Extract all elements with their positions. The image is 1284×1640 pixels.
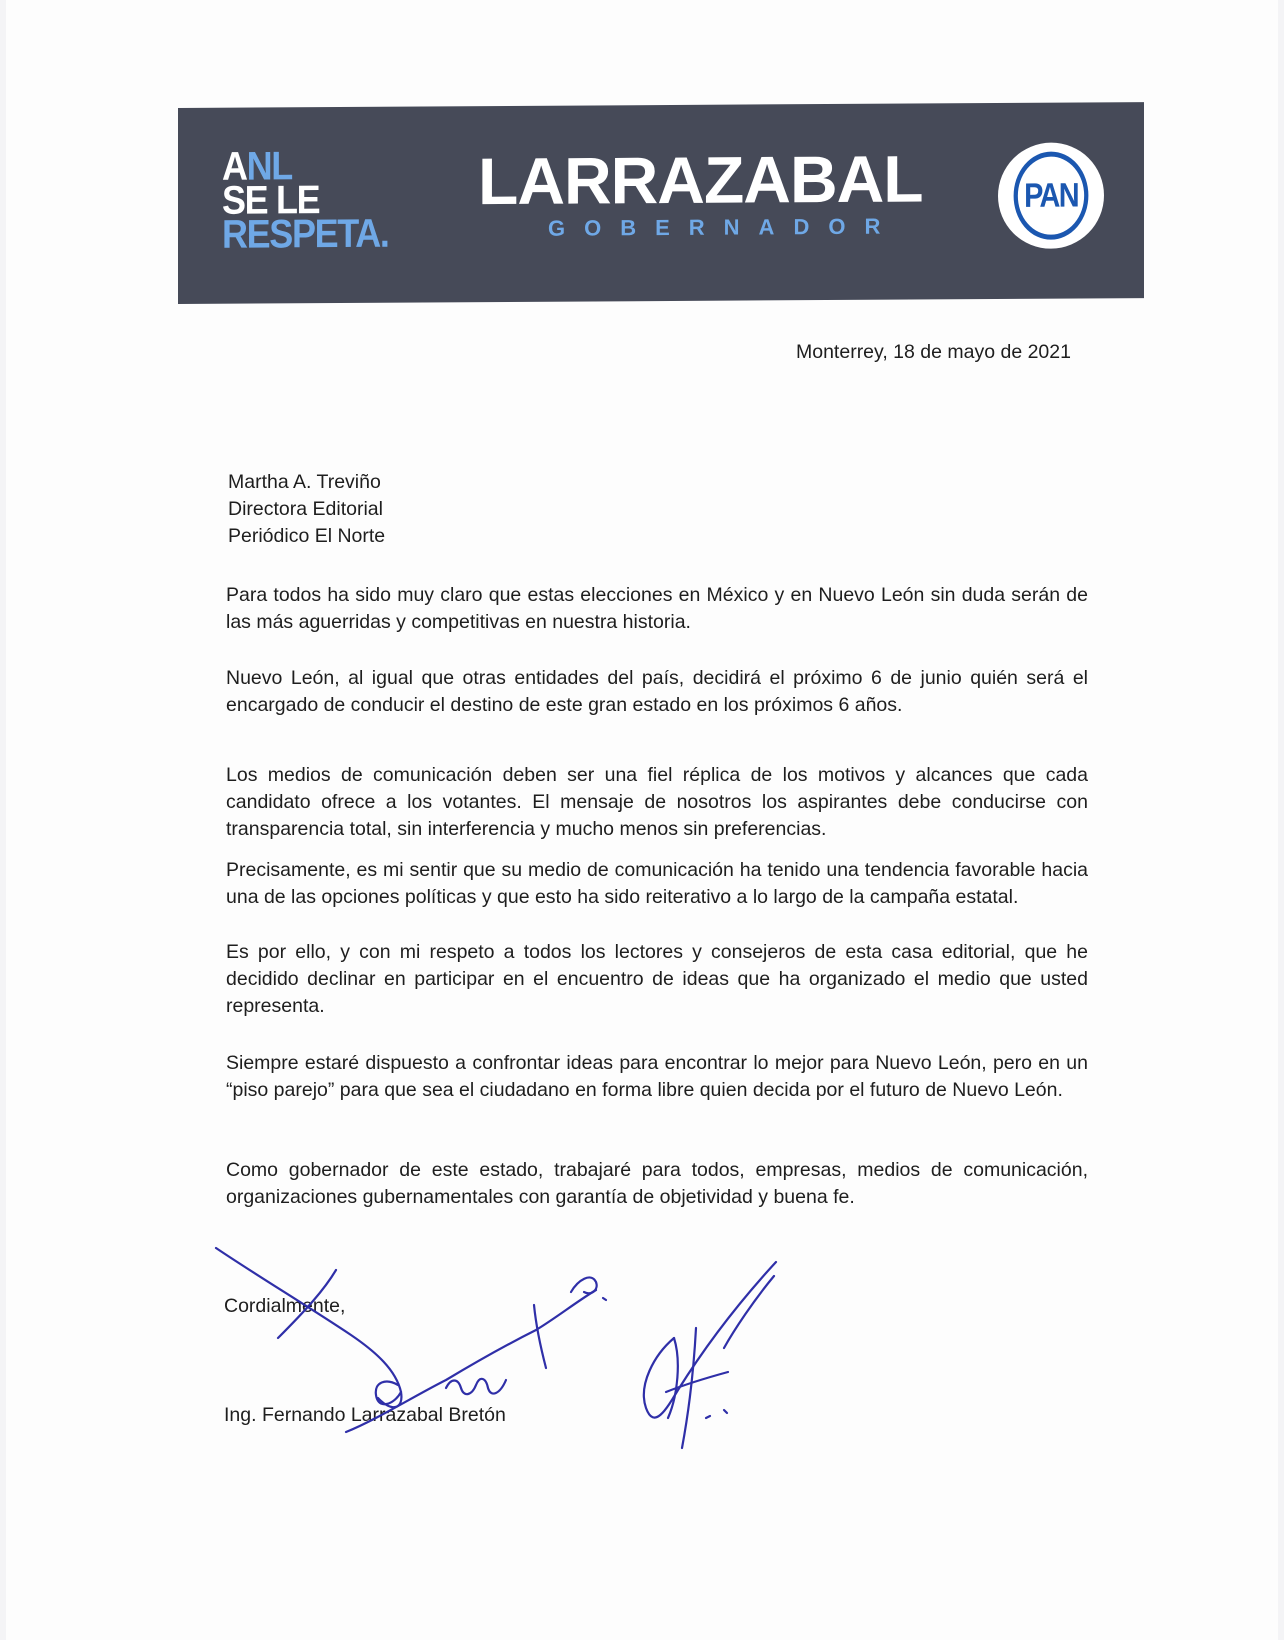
signature-stroke-letters bbox=[446, 1379, 506, 1394]
slogan-word-a: A bbox=[222, 144, 247, 189]
paragraph-4: Precisamente, es mi sentir que su medio de comunicación ha tenido una tendencia favorable hacia una de las opciones políticas y que esto ha sido reiterativo a lo largo de la campaña estatal. bbox=[226, 859, 1088, 908]
paragraph-6: Siempre estaré dispuesto a confrontar ideas para encontrar lo mejor para Nuevo León, pero en un “piso parejo” para que sea el ciudadano en forma libre quien decida por el futuro de Nuevo León. bbox=[226, 1052, 1088, 1101]
recipient-organization: Periódico El Norte bbox=[228, 525, 386, 547]
letter-date: Monterrey, 18 de mayo de 2021 bbox=[796, 341, 1071, 363]
letter-page bbox=[6, 0, 1278, 1640]
paragraph-3: Los medios de comunicación deben ser una fiel réplica de los motivos y alcances que cada candidato ofrece a los votantes. El mensaje de nosotros los aspirantes debe conducirse con transparencia total, sin interferencia y mucho menos sin preferencias. bbox=[226, 764, 1088, 840]
recipient-name: Martha A. Treviño bbox=[228, 471, 381, 493]
signer-name: Ing. Fernando Larrazabal Bretón bbox=[224, 1404, 506, 1426]
initials-stroke-flick bbox=[724, 1276, 774, 1348]
signature-stroke-loop bbox=[376, 1382, 401, 1405]
paragraph-5: Es por ello, y con mi respeto a todos los lectores y consejeros de esta casa editorial, que he decidido declinar en participar en el encuentro de ideas que ha organizado el medio que usted representa. bbox=[226, 941, 1088, 1017]
initials-stroke-main bbox=[644, 1262, 776, 1418]
slogan-word-nl: NL bbox=[246, 144, 292, 189]
paragraph-7: Como gobernador de este estado, trabajaré para todos, empresas, medios de comunicación, organizaciones gubernamentales con garantía de objetividad y buena fe. bbox=[226, 1159, 1088, 1208]
candidate-name: LARRAZABAL bbox=[478, 141, 923, 219]
candidate-title: GOBERNADOR bbox=[548, 213, 900, 241]
campaign-slogan bbox=[222, 144, 389, 257]
signature-stroke-t bbox=[534, 1305, 546, 1368]
initials-stroke-bar bbox=[666, 1372, 728, 1392]
initials-stroke-dot bbox=[706, 1410, 727, 1418]
paragraph-1: Para todos ha sido muy claro que estas elecciones en México y en Nuevo León sin duda serán de las más aguerridas y competitivas en nuestra historia. bbox=[226, 584, 1088, 633]
pan-logo-icon bbox=[998, 142, 1104, 249]
header-banner bbox=[178, 102, 1144, 304]
initials-stroke-vertical bbox=[682, 1328, 696, 1448]
pan-logo-text: PAN bbox=[1014, 151, 1089, 239]
candidate-block bbox=[478, 141, 923, 243]
paragraph-2: Nuevo León, al igual que otras entidades del país, decidirá el próximo 6 de junio quién será el encargado de conducir el destino de este gran estado en los próximos 6 años. bbox=[226, 667, 1088, 716]
signature-stroke-dot bbox=[603, 1298, 606, 1300]
recipient-position: Directora Editorial bbox=[228, 498, 383, 520]
initials-stroke-loop bbox=[668, 1338, 678, 1418]
signature-stroke-diagonal bbox=[216, 1248, 401, 1407]
slogan-line-3: RESPETA. bbox=[222, 211, 389, 257]
recipient-block bbox=[228, 469, 385, 550]
closing-salutation: Cordialmente, bbox=[224, 1295, 346, 1317]
slogan-line-2: SE LE bbox=[222, 178, 320, 223]
signature-stroke-hook bbox=[571, 1277, 597, 1293]
